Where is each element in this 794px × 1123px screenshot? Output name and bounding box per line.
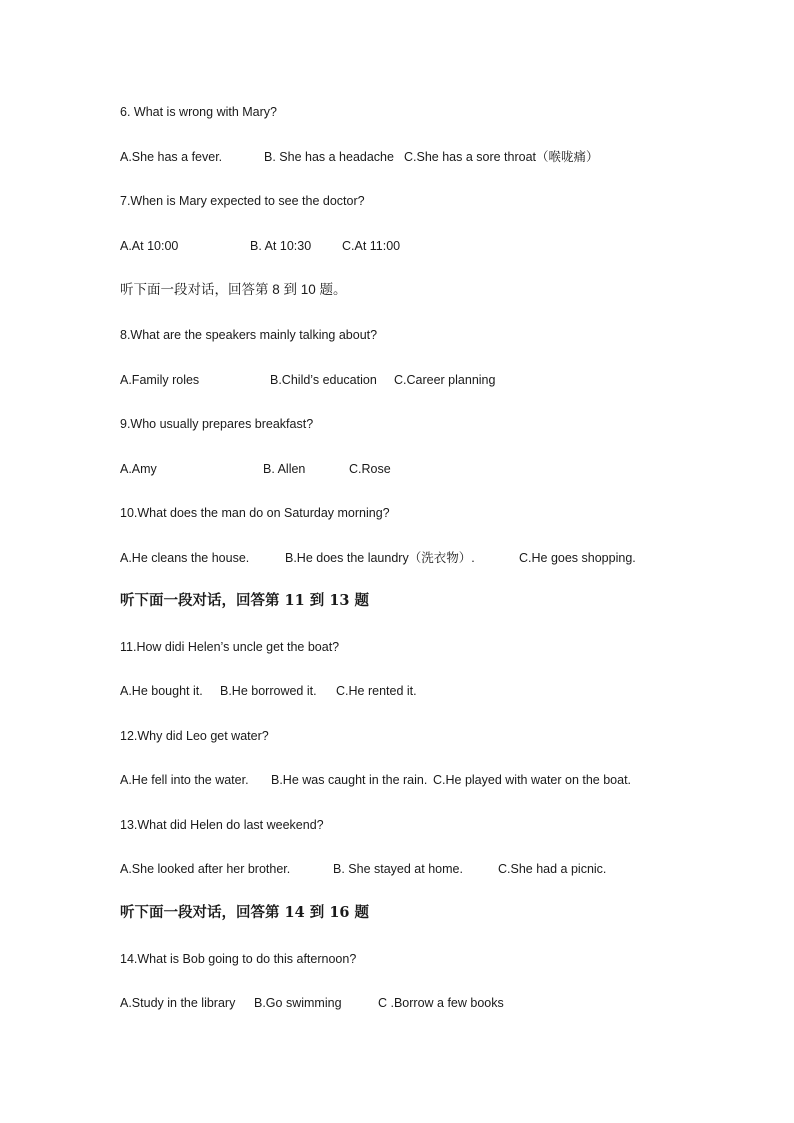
option-b: B. She has a headache	[264, 150, 394, 164]
question-14: 14.What is Bob going to do this afternoon?	[120, 952, 357, 966]
question-9: 9.Who usually prepares breakfast?	[120, 417, 314, 431]
option-c: C.Rose	[349, 462, 391, 476]
option-a: A.He cleans the house.	[120, 551, 250, 565]
question-13: 13.What did Helen do last weekend?	[120, 818, 324, 832]
option-a: A.Study in the library	[120, 996, 236, 1010]
option-a: A.She looked after her brother.	[120, 862, 291, 876]
option-c: C .Borrow a few books	[378, 996, 504, 1010]
question-12: 12.Why did Leo get water?	[120, 729, 269, 743]
option-b: B.He does the laundry（洗衣物）.	[285, 551, 475, 565]
question-6: 6. What is wrong with Mary?	[120, 105, 277, 119]
option-b: B.He borrowed it.	[220, 684, 317, 698]
option-a: A.Amy	[120, 462, 157, 476]
option-b: B.He was caught in the rain.	[271, 773, 428, 787]
option-a: A.He fell into the water.	[120, 773, 249, 787]
option-c: C.Career planning	[394, 373, 496, 387]
option-b: B. At 10:30	[250, 239, 312, 253]
question-10: 10.What does the man do on Saturday morning?	[120, 506, 390, 520]
option-c: C.She has a sore throat（喉咙痛）	[404, 150, 599, 164]
option-a: A.At 10:00	[120, 239, 179, 253]
question-7: 7.When is Mary expected to see the doctor?	[120, 194, 365, 208]
question-11: 11.How didi Helen’s uncle get the boat?	[120, 640, 340, 654]
section-heading-14-16: 听下面一段对话，回答第 14 到 16 题	[120, 904, 370, 921]
option-c: C.At 11:00	[342, 239, 401, 253]
option-b: B.Go swimming	[254, 996, 342, 1010]
option-c: C.He rented it.	[336, 684, 417, 698]
option-b: B.Child’s education	[270, 373, 377, 387]
option-c: C.He played with water on the boat.	[433, 773, 632, 787]
option-a: A.She has a fever.	[120, 150, 223, 164]
option-b: B. Allen	[263, 462, 306, 476]
option-a: A.He bought it.	[120, 684, 203, 698]
option-c: C.He goes shopping.	[519, 551, 636, 565]
question-8: 8.What are the speakers mainly talking about?	[120, 328, 378, 342]
option-b: B. She stayed at home.	[333, 862, 463, 876]
option-a: A.Family roles	[120, 373, 200, 387]
section-heading-11-13: 听下面一段对话，回答第 11 到 13 题	[120, 592, 370, 609]
section-heading-8-10: 听下面一段对话，回答第 8 到 10 题。	[120, 282, 347, 297]
option-c: C.She had a picnic.	[498, 862, 607, 876]
